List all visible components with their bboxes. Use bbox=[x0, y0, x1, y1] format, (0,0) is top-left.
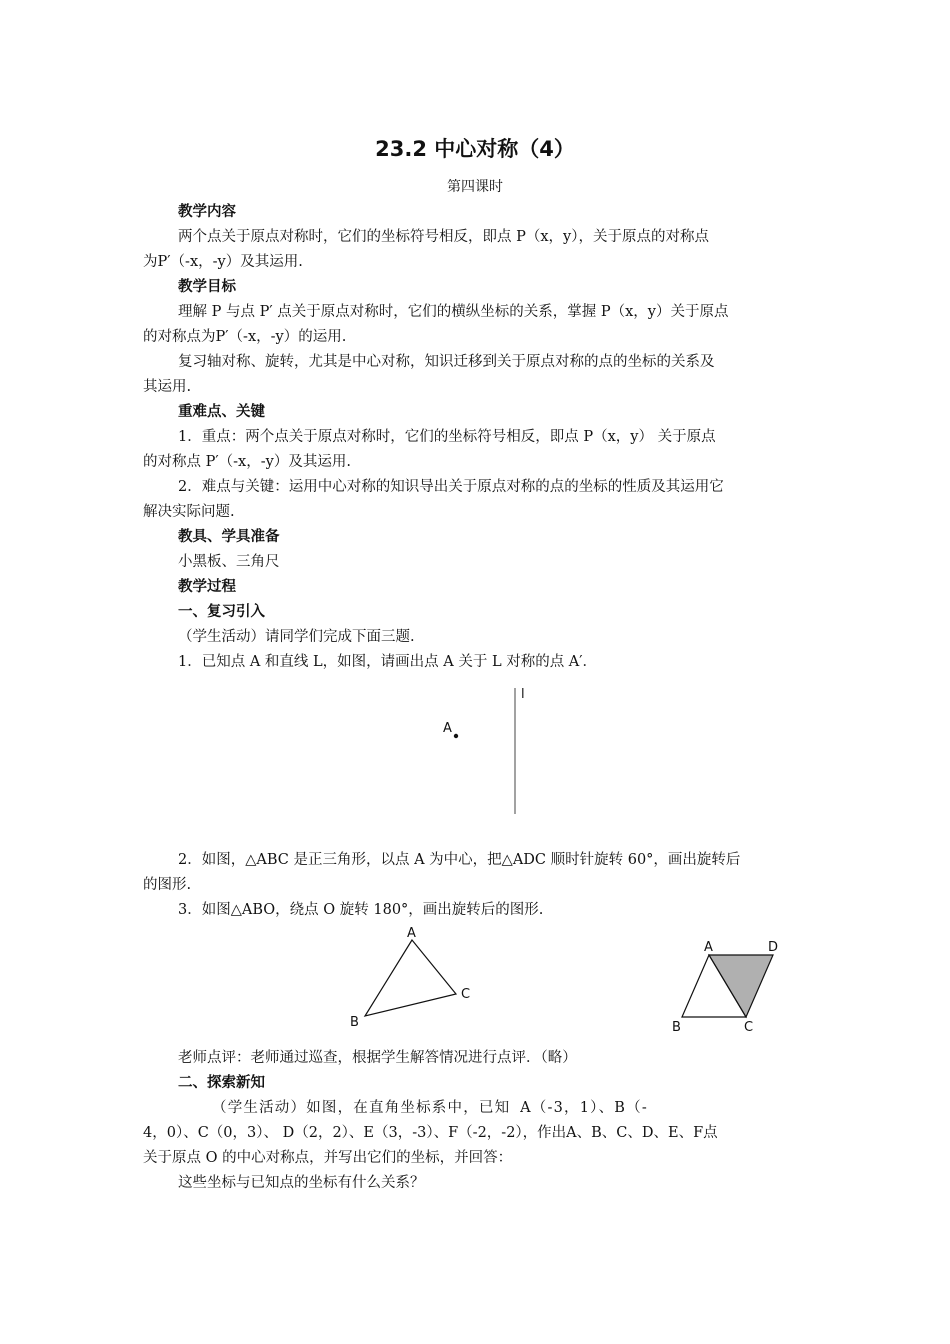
subsection-heading-review: 一、复习引入 bbox=[178, 604, 265, 620]
section-heading-tools: 教具、学具准备 bbox=[178, 529, 280, 545]
triangle-abc bbox=[365, 940, 456, 1016]
paragraph-line: 4，0）、C（0，3）、 D（2，2）、E（3，-3）、F（-2，-2），作出A、B、C、D、E、F点 bbox=[143, 1125, 718, 1141]
question-2: 2．如图，△ABC 是正三角形，以点 A 为中心，把△ADC 顺时针旋转 60°，画出旋转后 bbox=[178, 852, 741, 868]
section-heading-content: 教学内容 bbox=[178, 204, 236, 220]
figure-point-line bbox=[430, 684, 540, 818]
vertex-label: A bbox=[407, 926, 416, 941]
paragraph-line: 为P′（-x，-y）及其运用. bbox=[143, 254, 303, 270]
vertex-label: C bbox=[744, 1020, 754, 1035]
point-a bbox=[454, 734, 458, 738]
paragraph-line: 1．重点：两个点关于原点对称时，它们的坐标符号相反，即点 P（x，y） 关于原点 bbox=[178, 429, 716, 445]
figure-triangle-abc bbox=[345, 922, 485, 1034]
paragraph-line: （学生活动）请同学们完成下面三题. bbox=[178, 629, 415, 645]
point-a-label: A bbox=[443, 721, 452, 736]
paragraph-line: 两个点关于原点对称时，它们的坐标符号相反，即点 P（x，y），关于原点的对称点 bbox=[178, 229, 709, 245]
vertex-label: B bbox=[350, 1015, 359, 1030]
figure-parallelogram bbox=[665, 935, 795, 1037]
paragraph-line: 2．难点与关键：运用中心对称的知识导出关于原点对称的点的坐标的性质及其运用它 bbox=[178, 479, 724, 495]
vertex-label: A bbox=[704, 940, 713, 955]
paragraph-line: 理解 P 与点 P′ 点关于原点对称时，它们的横纵坐标的关系，掌握 P（x，y）关于原点 bbox=[178, 304, 729, 320]
paragraph-line: 小黑板、三角尺 bbox=[178, 554, 280, 570]
page-title: 23.2 中心对称（4） bbox=[375, 137, 575, 161]
subsection-heading-explore: 二、探索新知 bbox=[178, 1075, 265, 1091]
paragraph-line: 其运用. bbox=[143, 379, 192, 395]
paragraph-line: 关于原点 O 的中心对称点，并写出它们的坐标，并回答： bbox=[143, 1150, 513, 1166]
paragraph-line: 复习轴对称、旋转，尤其是中心对称，知识迁移到关于原点对称的点的坐标的关系及 bbox=[178, 354, 715, 370]
paragraph-line: 解决实际问题. bbox=[143, 504, 235, 520]
teacher-review: 老师点评：老师通过巡查，根据学生解答情况进行点评．（略） bbox=[178, 1050, 577, 1066]
paragraph-line: 的对称点为P′（-x，-y）的运用. bbox=[143, 329, 347, 345]
section-heading-key-points: 重难点、关键 bbox=[178, 404, 265, 420]
vertex-label: B bbox=[672, 1020, 681, 1035]
paragraph-line: 的图形. bbox=[143, 877, 192, 893]
paragraph-line: 这些坐标与已知点的坐标有什么关系？ bbox=[178, 1175, 425, 1191]
section-heading-goals: 教学目标 bbox=[178, 279, 236, 295]
section-heading-process: 教学过程 bbox=[178, 579, 236, 595]
paragraph-line: 的对称点 P′（-x，-y）及其运用. bbox=[143, 454, 351, 470]
vertex-label: D bbox=[768, 940, 779, 955]
vertex-label: C bbox=[461, 987, 471, 1002]
question-1: 1．已知点 A 和直线 L，如图，请画出点 A 关于 L 对称的点 A′． bbox=[178, 654, 598, 670]
line-l-label: l bbox=[521, 687, 525, 702]
question-3: 3．如图△ABO，绕点 O 旋转 180°，画出旋转后的图形. bbox=[178, 902, 544, 918]
paragraph-line: （学生活动）如图，在直角坐标系中，已知 A（-3，1）、B（- bbox=[212, 1100, 648, 1116]
page-subtitle: 第四课时 bbox=[447, 179, 503, 195]
